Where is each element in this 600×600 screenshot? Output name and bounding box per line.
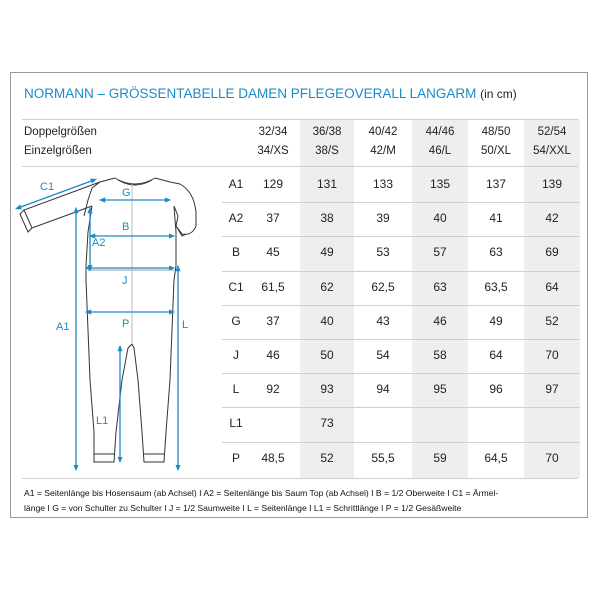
chart-title-main: NORMANN – GRÖSSENTABELLE DAMEN PFLEGEOVERALL LANGARM <box>24 86 477 101</box>
table-cell: 93 <box>320 382 334 397</box>
table-cell: 95 <box>433 382 447 397</box>
table-cell: 61,5 <box>261 279 285 294</box>
row-label: B <box>231 245 240 260</box>
double-sizes-label: Doppelgrößen <box>24 126 97 138</box>
table-cell: 38 <box>320 211 334 226</box>
table-cell: 96 <box>489 382 503 397</box>
table-cell: 46 <box>266 348 280 362</box>
j-label: J <box>122 275 128 287</box>
table-cell: 41 <box>489 211 503 226</box>
table-cell: 70 <box>545 450 559 465</box>
row-divider <box>222 305 580 306</box>
row-label: L <box>232 382 240 397</box>
table-cell: 48,5 <box>261 450 285 465</box>
single-size-header: 46/L <box>428 145 452 157</box>
table-cell: 131 <box>316 177 338 191</box>
g-label: G <box>122 187 131 199</box>
row-label: A1 <box>228 177 244 191</box>
chart-title-unit: (in cm) <box>480 87 517 101</box>
a2-label: A2 <box>92 237 106 249</box>
row-divider <box>222 407 580 408</box>
table-cell: 137 <box>485 177 507 191</box>
double-size-header: 32/34 <box>258 126 288 138</box>
single-size-header: 50/XL <box>480 145 512 157</box>
chart-title <box>24 86 517 101</box>
a1-label: A1 <box>56 321 70 333</box>
row-label: L1 <box>229 416 243 431</box>
table-cell: 49 <box>320 245 334 260</box>
table-cell: 42 <box>545 211 559 226</box>
b-label: B <box>122 221 130 233</box>
single-sizes-label: Einzelgrößen <box>24 145 92 157</box>
row-label: C1 <box>228 279 244 294</box>
table-cell: 58 <box>433 348 447 362</box>
footnote-line-1: A1 = Seitenlänge bis Hosensaum (ab Achsel) I A2 = Seitenlänge bis Saum Top (ab Achsel) I B = 1/2 Oberweite I C1 = Ärmel- <box>24 488 499 498</box>
table-cell: 69 <box>545 245 559 260</box>
table-cell: 52 <box>545 313 559 328</box>
double-size-header: 44/46 <box>425 126 455 138</box>
table-cell: 129 <box>262 177 284 191</box>
footnote-line-2: länge I G = von Schulter zu Schulter I J = 1/2 Saumweite I L = Seitenlänge I L1 = Schrittlänge I P = 1/2 Gesäßweite <box>24 503 462 513</box>
row-divider <box>222 271 580 272</box>
table-cell: 40 <box>320 313 334 328</box>
row-divider <box>222 339 580 340</box>
table-cell: 59 <box>433 450 447 465</box>
table-cell: 45 <box>266 245 280 260</box>
table-cell: 63,5 <box>484 279 508 294</box>
single-size-header: 42/M <box>370 145 396 157</box>
legend-footnote <box>24 486 580 516</box>
column-shade-44-46 <box>412 119 468 478</box>
table-cell: 92 <box>266 382 280 397</box>
table-cell: 63 <box>433 279 447 294</box>
table-cell: 62 <box>320 279 334 294</box>
table-cell: 37 <box>266 313 280 328</box>
table-cell: 40 <box>433 211 447 226</box>
column-shade-52-54 <box>524 119 580 478</box>
table-cell: 57 <box>433 245 447 260</box>
double-size-header: 40/42 <box>368 126 398 138</box>
header-rule <box>22 166 578 167</box>
table-cell: 64,5 <box>484 450 508 465</box>
row-label: P <box>231 450 240 465</box>
row-divider <box>222 202 580 203</box>
row-label: J <box>233 348 239 362</box>
p-label: P <box>122 318 130 330</box>
row-divider <box>222 442 580 443</box>
l-label: L <box>182 319 189 331</box>
row-label: G <box>231 313 241 328</box>
table-cell: 54 <box>376 348 390 362</box>
table-cell: 52 <box>320 450 334 465</box>
double-size-header: 48/50 <box>481 126 511 138</box>
table-cell: 62,5 <box>371 279 395 294</box>
table-cell: 39 <box>376 211 390 226</box>
table-cell: 64 <box>545 279 559 294</box>
table-cell: 64 <box>489 348 503 362</box>
double-size-header: 52/54 <box>537 126 567 138</box>
coverall-figure <box>10 170 220 480</box>
c1-label: C1 <box>40 181 55 193</box>
row-label: A2 <box>228 211 244 226</box>
double-size-header: 36/38 <box>312 126 342 138</box>
l1-label: L1 <box>96 415 109 427</box>
table-cell: 63 <box>489 245 503 260</box>
table-cell: 50 <box>320 348 334 362</box>
table-cell: 43 <box>376 313 390 328</box>
c1-dimension <box>18 180 94 208</box>
table-cell: 53 <box>376 245 390 260</box>
table-cell: 94 <box>376 382 390 397</box>
single-size-header: 34/XS <box>257 145 289 157</box>
table-cell: 70 <box>545 348 559 362</box>
table-cell: 37 <box>266 211 280 226</box>
table-top-rule <box>22 119 578 120</box>
single-size-header: 38/S <box>315 145 339 157</box>
row-divider <box>222 373 580 374</box>
table-cell: 97 <box>545 382 559 397</box>
table-cell: 135 <box>429 177 451 191</box>
table-cell: 46 <box>433 313 447 328</box>
table-cell: 139 <box>541 177 563 191</box>
table-cell: 49 <box>489 313 503 328</box>
single-size-header: 54/XXL <box>533 145 571 157</box>
row-divider <box>222 236 580 237</box>
table-cell: 133 <box>372 177 394 191</box>
table-cell: 55,5 <box>371 450 395 465</box>
table-cell: 73 <box>320 416 334 431</box>
